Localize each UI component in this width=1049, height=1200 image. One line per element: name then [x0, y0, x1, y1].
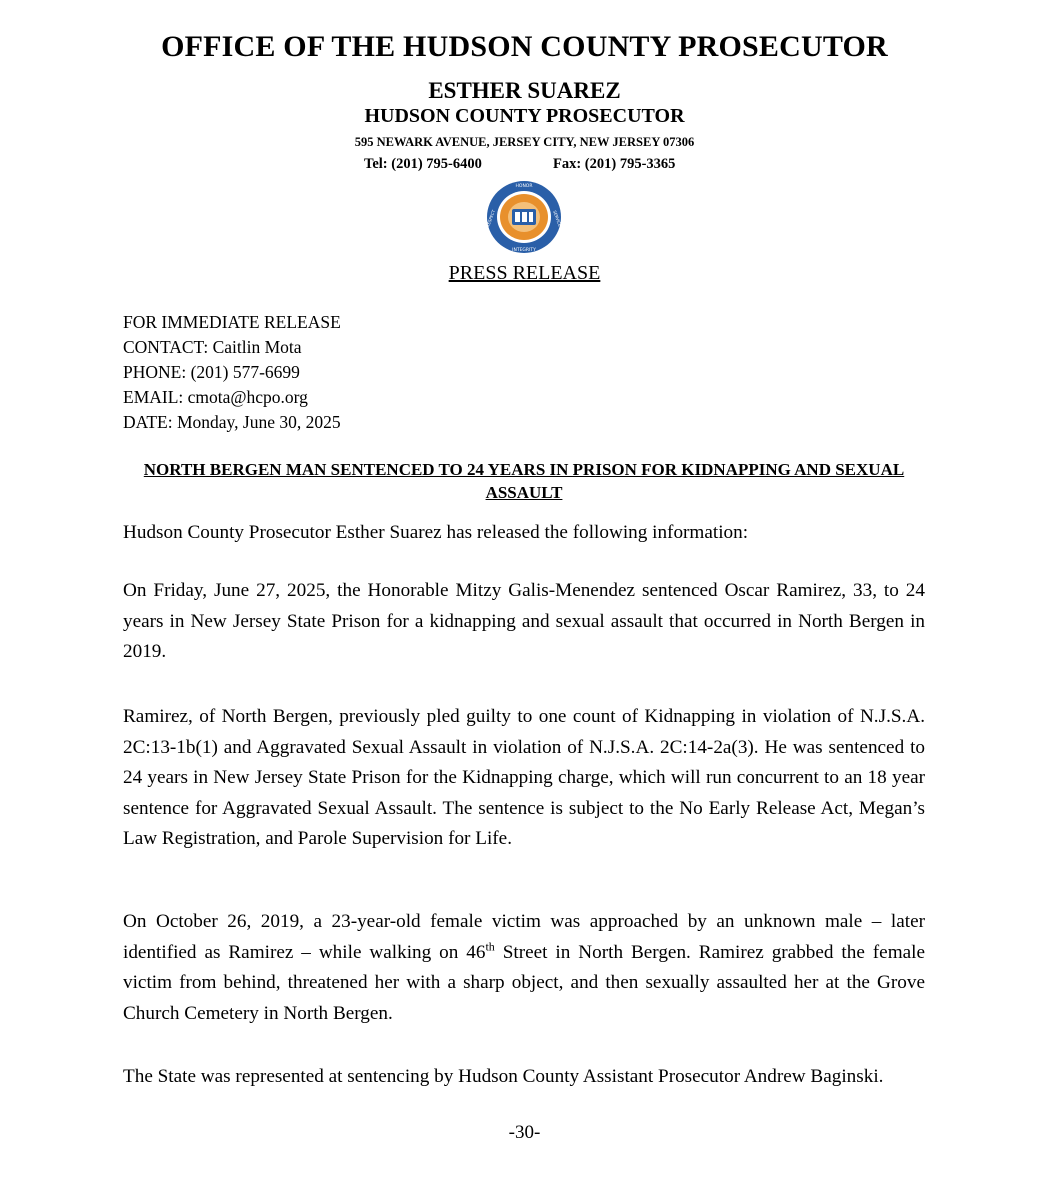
- end-marker: -30-: [508, 1122, 541, 1143]
- seal-bottom-text: INTEGRITY: [512, 248, 536, 253]
- press-release-label: PRESS RELEASE: [448, 262, 601, 284]
- incident-text-end: Street in North Bergen. Ramirez grabbed the female victim from behind, threatened her with a sharp object, and then sexually assaulted her at the Grove Church Cemetery in North Bergen.: [123, 941, 925, 1024]
- paragraph-representation: The State was represented at sentencing by Hudson County Assistant Prosecutor Andrew Baginski.: [123, 1066, 884, 1087]
- office-heading: OFFICE OF THE HUDSON COUNTY PROSECUTOR: [161, 30, 888, 63]
- headline: NORTH BERGEN MAN SENTENCED TO 24 YEARS IN PRISON FOR KIDNAPPING AND SEXUAL ASSAULT: [143, 460, 905, 502]
- date-line: DATE: Monday, June 30, 2025: [123, 412, 341, 432]
- prosecutor-seal-icon: [479, 179, 569, 255]
- fax: Fax: (201) 795-3365: [553, 156, 676, 172]
- paragraph-sentencing: On Friday, June 27, 2025, the Honorable Mitzy Galis-Menendez sentenced Oscar Ramirez, 33, to 24 years in New Jersey State Prison for a kidnapping and sexual assault that occurred in North Bergen in 2019.: [123, 580, 925, 662]
- paragraph-incident: [123, 907, 925, 1029]
- phone-line: PHONE: (201) 577-6699: [123, 362, 300, 382]
- prosecutor-title: HUDSON COUNTY PROSECUTOR: [364, 105, 685, 127]
- paragraph-intro: Hudson County Prosecutor Esther Suarez has released the following information:: [123, 522, 749, 543]
- contact-line: CONTACT: Caitlin Mota: [123, 337, 302, 357]
- prosecutor-name: ESTHER SUAREZ: [428, 78, 621, 103]
- telephone: Tel: (201) 795-6400: [364, 156, 482, 172]
- paragraph-charges: Ramirez, of North Bergen, previously pled guilty to one count of Kidnapping in violation of N.J.S.A. 2C:13-1b(1) and Aggravated Sexual Assault in violation of N.J.S.A. 2C:14-2a(3). He was sentenced to 24 years in New Jersey State Prison for the Kidnapping charge, which will run concurrent to an 18 year sentence for Aggravated Sexual Assault. The sentence is subject to the No Early Release Act, Megan’s Law Registration, and Parole Supervision for Life.: [123, 706, 925, 849]
- ordinal-suffix: th: [485, 939, 495, 954]
- seal-right-text: SERVICE: [552, 209, 563, 228]
- contact-block: [123, 310, 341, 435]
- email-line: EMAIL: cmota@hcpo.org: [123, 387, 308, 407]
- release-line: FOR IMMEDIATE RELEASE: [123, 312, 341, 332]
- seal-top-text: HONOR: [515, 184, 533, 189]
- office-address: 595 NEWARK AVENUE, JERSEY CITY, NEW JERSEY 07306: [354, 135, 695, 149]
- incident-text-start: On October 26, 2019, a 23-year-old female victim was approached by an unknown male – later identified as Ramirez – while walking on 46: [123, 911, 925, 963]
- seal-left-text: RESPECT: [485, 209, 497, 228]
